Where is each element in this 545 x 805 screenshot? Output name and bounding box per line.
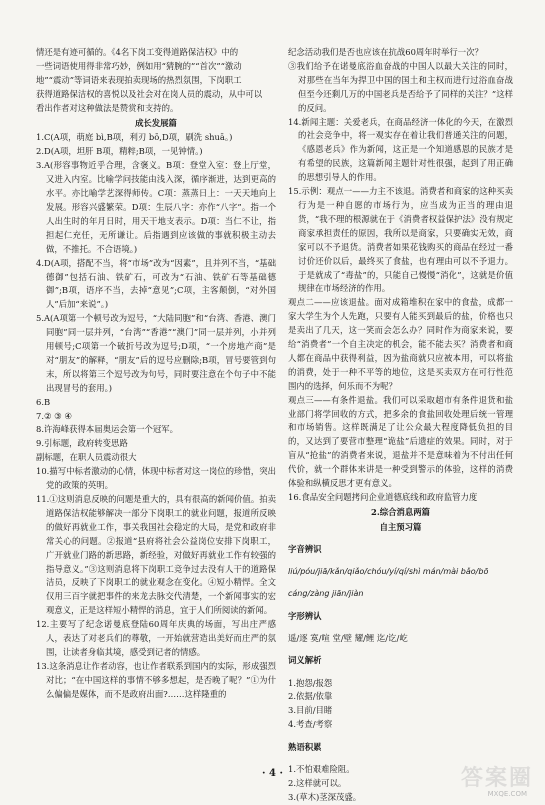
left-paragraph-0: 情还是有迹可循的。《4名下岗工变得道路保洁权》中的 <box>36 47 239 57</box>
left-paragraph-1: 一些词语使用得非常巧妙，例如用“猜腕的”“首次”“激动 <box>36 60 242 71</box>
right-paragraph-8: 自主预习篇 <box>379 521 422 532</box>
right-paragraph-5: 观点三——有条件退盐。我们可以采取超市有条件退货和盐业部门将学回收的方式，把多余的食盐回收处理后统一管理和市场销售。这样既满足了让公众最大程度降低负担的目的，又达到了要营市整理“诡盐”后遗症的效果。同时，对于盲从“抢盐”的消费者来说，退盐并不是意味着为不付出任何代价，就一个群体来讲是一种受到警示的体验，这样的消费体验和纵横反思才更有意义。 <box>288 394 513 489</box>
right-paragraph-7: 2.综合消息两篇 <box>371 506 430 517</box>
page-number: · 4 · <box>262 768 283 779</box>
left-paragraph-19: 13.这条消息让作者动容，也让作者联系到国内的实际，形成强烈对比；“在中国这样的事情不够多想起，是否晚了呢？”①为什么偏偏是媒体，而不是政府出面?……这样隆重的 <box>36 660 276 699</box>
right-paragraph-20: 1.不怕艰难险阻。 <box>288 763 355 774</box>
watermark-url: MXQE.COM <box>487 790 527 798</box>
left-paragraph-13: 8.许海峰获得本届奥运会第一个冠军。 <box>36 424 178 435</box>
right-paragraph-13: 遥/逐 寞/喧 堂/壁 耀/鲤 迄/讫/屹 <box>288 632 408 643</box>
right-paragraph-10: liú/póu/jiā/kǎn/qiǎo/chóu/yí/qí/shì mán/mài bǎo/bō <box>288 567 489 577</box>
left-paragraph-12: 7.② ③ ④ <box>36 410 72 421</box>
right-paragraph-19: 熟语积累 <box>288 741 322 752</box>
left-paragraph-16: 10.描写中标者激动的心情，体现中标者对这一岗位的珍惜，突出党的政策的英明。 <box>36 466 276 491</box>
left-paragraph-9: 4.D(A项，搭配不当，将“市场”改为“因素”，且并列不当，“基础德御”包括石油、铁矿石，可改为“石油、铁矿石等基础德御”;B项，语序不当，去掉“意见”;C项，主客颠倒，“对外国人”后加“来说”。) <box>36 257 276 310</box>
right-paragraph-9: 字音辨识 <box>288 544 322 555</box>
right-paragraph-14: 词义解析 <box>288 655 322 666</box>
right-paragraph-4: 观点二——应该退盐。面对成箱堆积在家中的食盐，成都一家大学生为个人先跑，只要有人能买到最后的盐，价格也只是卖出了几天，这一笑而会怎么办？同时作为商家来说，要给“消费者”一个自主决定的机会，能不能去买？消费者和商人都在商品中获得利益，因为盐商就只应被本用，可以将盐的消费，处于一种不平等的地位，这是买卖双方在可行性范围内的选择，何乐而不为呢？ <box>288 297 513 391</box>
watermark-logo: 答案圈 <box>460 766 533 791</box>
right-paragraph-18: 4.考查/考察 <box>288 719 333 730</box>
left-paragraph-15: 副标题，在职人员震动很大 <box>36 452 137 463</box>
right-paragraph-12: 字形辨认 <box>288 610 322 621</box>
right-paragraph-22: 3.(草木)茎深茂盛。 <box>288 791 362 802</box>
right-paragraph-21: 2.这样就可以。 <box>288 777 347 788</box>
left-column <box>36 46 276 702</box>
left-paragraph-14: 9.引标题，政府转变思路 <box>36 438 128 449</box>
left-paragraph-11: 6.B <box>36 396 51 407</box>
left-paragraph-18: 12.主要写了纪念诺曼底登陆60周年庆典的场面，写出庄严感人，表达了对老兵们的尊敬，一开始就营造出美好而庄严的氛围，让读者身临其境，感受到记者的情感。 <box>36 619 276 657</box>
right-paragraph-16: 2.依据/依靠 <box>288 691 333 702</box>
right-paragraph-2: 14.新闻主题：关爱老兵，在商品经济一体化的今天，在激烈的社会竞争中，将一观实存在着让我们普通关注的问题，《感恩老兵》作为新闻，这正是一个知道感恩的民族才是有希望的民族，这篇新闻主题针对性很强，起到了用正确的思想引导人的作用。 <box>288 116 513 183</box>
right-paragraph-3: 15.示例：观点一——力主不该退。消费者和商家的这种买卖行为是一种自愿的市场行为，应当成为正当的理由退货，“我不理的根源就在于《消费者权益保护法》没有规定商家承担责任的原因，我所以是商家，只要确实无效，商家可以不予退货。消费者如果花钱购买的商品在经过一番讨价还价以后，最终买了食盐，也有理由可以不予退力。于是就成了“毒盐”的，只能自己慢慢“消化”，这就是价值规律在市场经济的作用。 <box>288 186 513 294</box>
left-paragraph-2: 地”“震动”等词语来表现拍卖现场的热烈氛围，下岗职工 <box>36 74 242 85</box>
left-paragraph-3: 获得道路保洁权的喜悦以及社会对在岗人员的震动，从中可以 <box>36 88 263 99</box>
right-paragraph-6: 16.食品安全问题拷问企业道德底线和政府监管力度 <box>288 492 478 502</box>
right-paragraph-11: cáng/zàng jiān/jiàn <box>288 589 364 599</box>
right-paragraph-1: ③我们给予在诺曼底浴血奋战的中国人以最大关注的同时，对那些在当年为捍卫中国的国土和主权而进行过浴血奋战但至今还剩几万的中国老兵是否给予了同样的关注？”这样的反问。 <box>288 60 513 113</box>
left-paragraph-5: 成长发展篇 <box>135 117 177 128</box>
left-paragraph-8: 3.A(形容事物近乎合理，含褒义。B项：登堂入室：登上厅堂，又进入内室。比喻学问技能由浅入深，循序渐进，达到更高的水平。亦比喻学艺深得师传。C项：蒸蒸日上：一天天地向上发展。形容兴盛繁荣。D项：生辰八字：亦作“八字”。指一个人出生时的年月日时，用天干地支表示。D项：当仁不让，指担起仁充任，无所谦让。后指遇到应该做的事就积极主动去做，不推托。不合语境。) <box>36 160 276 254</box>
left-paragraph-17: 11.①这则消息反映的问题是重大的，具有很高的新闻价值。拍卖道路保洁权能够解决一部分下岗职工的就业问题，报道所反映的做好再就业工作，事关我国社会稳定的大局，是党和政府非常关心的问题。②报道“县府将社会公益岗位安排下岗职工，广开就业门路的新思路，新经验，对做好再就业工作有较强的指导意义。”③这则消息将下岗职工竞争过去没有人干的道路保洁员，反映了下岗职工的就业观念在变化。④短小精悍。全文仅用三百字就把事件的来龙去脉交代清楚，一个新闻事实的宏观意义，正是这样短小精悍的消息，宜于人们所阅读的新闻。 <box>36 494 276 616</box>
right-paragraph-17: 3.目前/目睹 <box>288 705 333 716</box>
right-paragraph-15: 1.抱怨/报怨 <box>288 677 333 688</box>
left-paragraph-7: 2.D(A项，坦肝 B项，精粹;B项，一见钟情。) <box>36 146 203 157</box>
left-paragraph-6: 1.C(A项，萌庭 bì,B项，利刃 bō,D项，刷洗 shuā。) <box>36 132 233 143</box>
right-paragraph-0: 纪念活动我们是否也应该在抗战60周年时举行一次？ <box>288 47 483 57</box>
left-paragraph-10: 5.A(A项第一个顿号改为逗号，“大陆同胞”和“台湾、香港、澳门同胞”同一层并列，“台湾”“香港”“澳门”同一层并列，小并列用顿号;C项第一个破折号改为逗号;D项，“一个房地产商”是对“朋友”的解释，“朋友”后的逗号应删除;B项，冒号要管到句末，所以将第三个逗号改为句号，同时要注意在个句子中不能出现冒号的套用。) <box>36 313 276 393</box>
right-column <box>288 46 513 805</box>
left-paragraph-4: 看出作者对这种做法是赞赏和支持的。 <box>36 102 179 113</box>
